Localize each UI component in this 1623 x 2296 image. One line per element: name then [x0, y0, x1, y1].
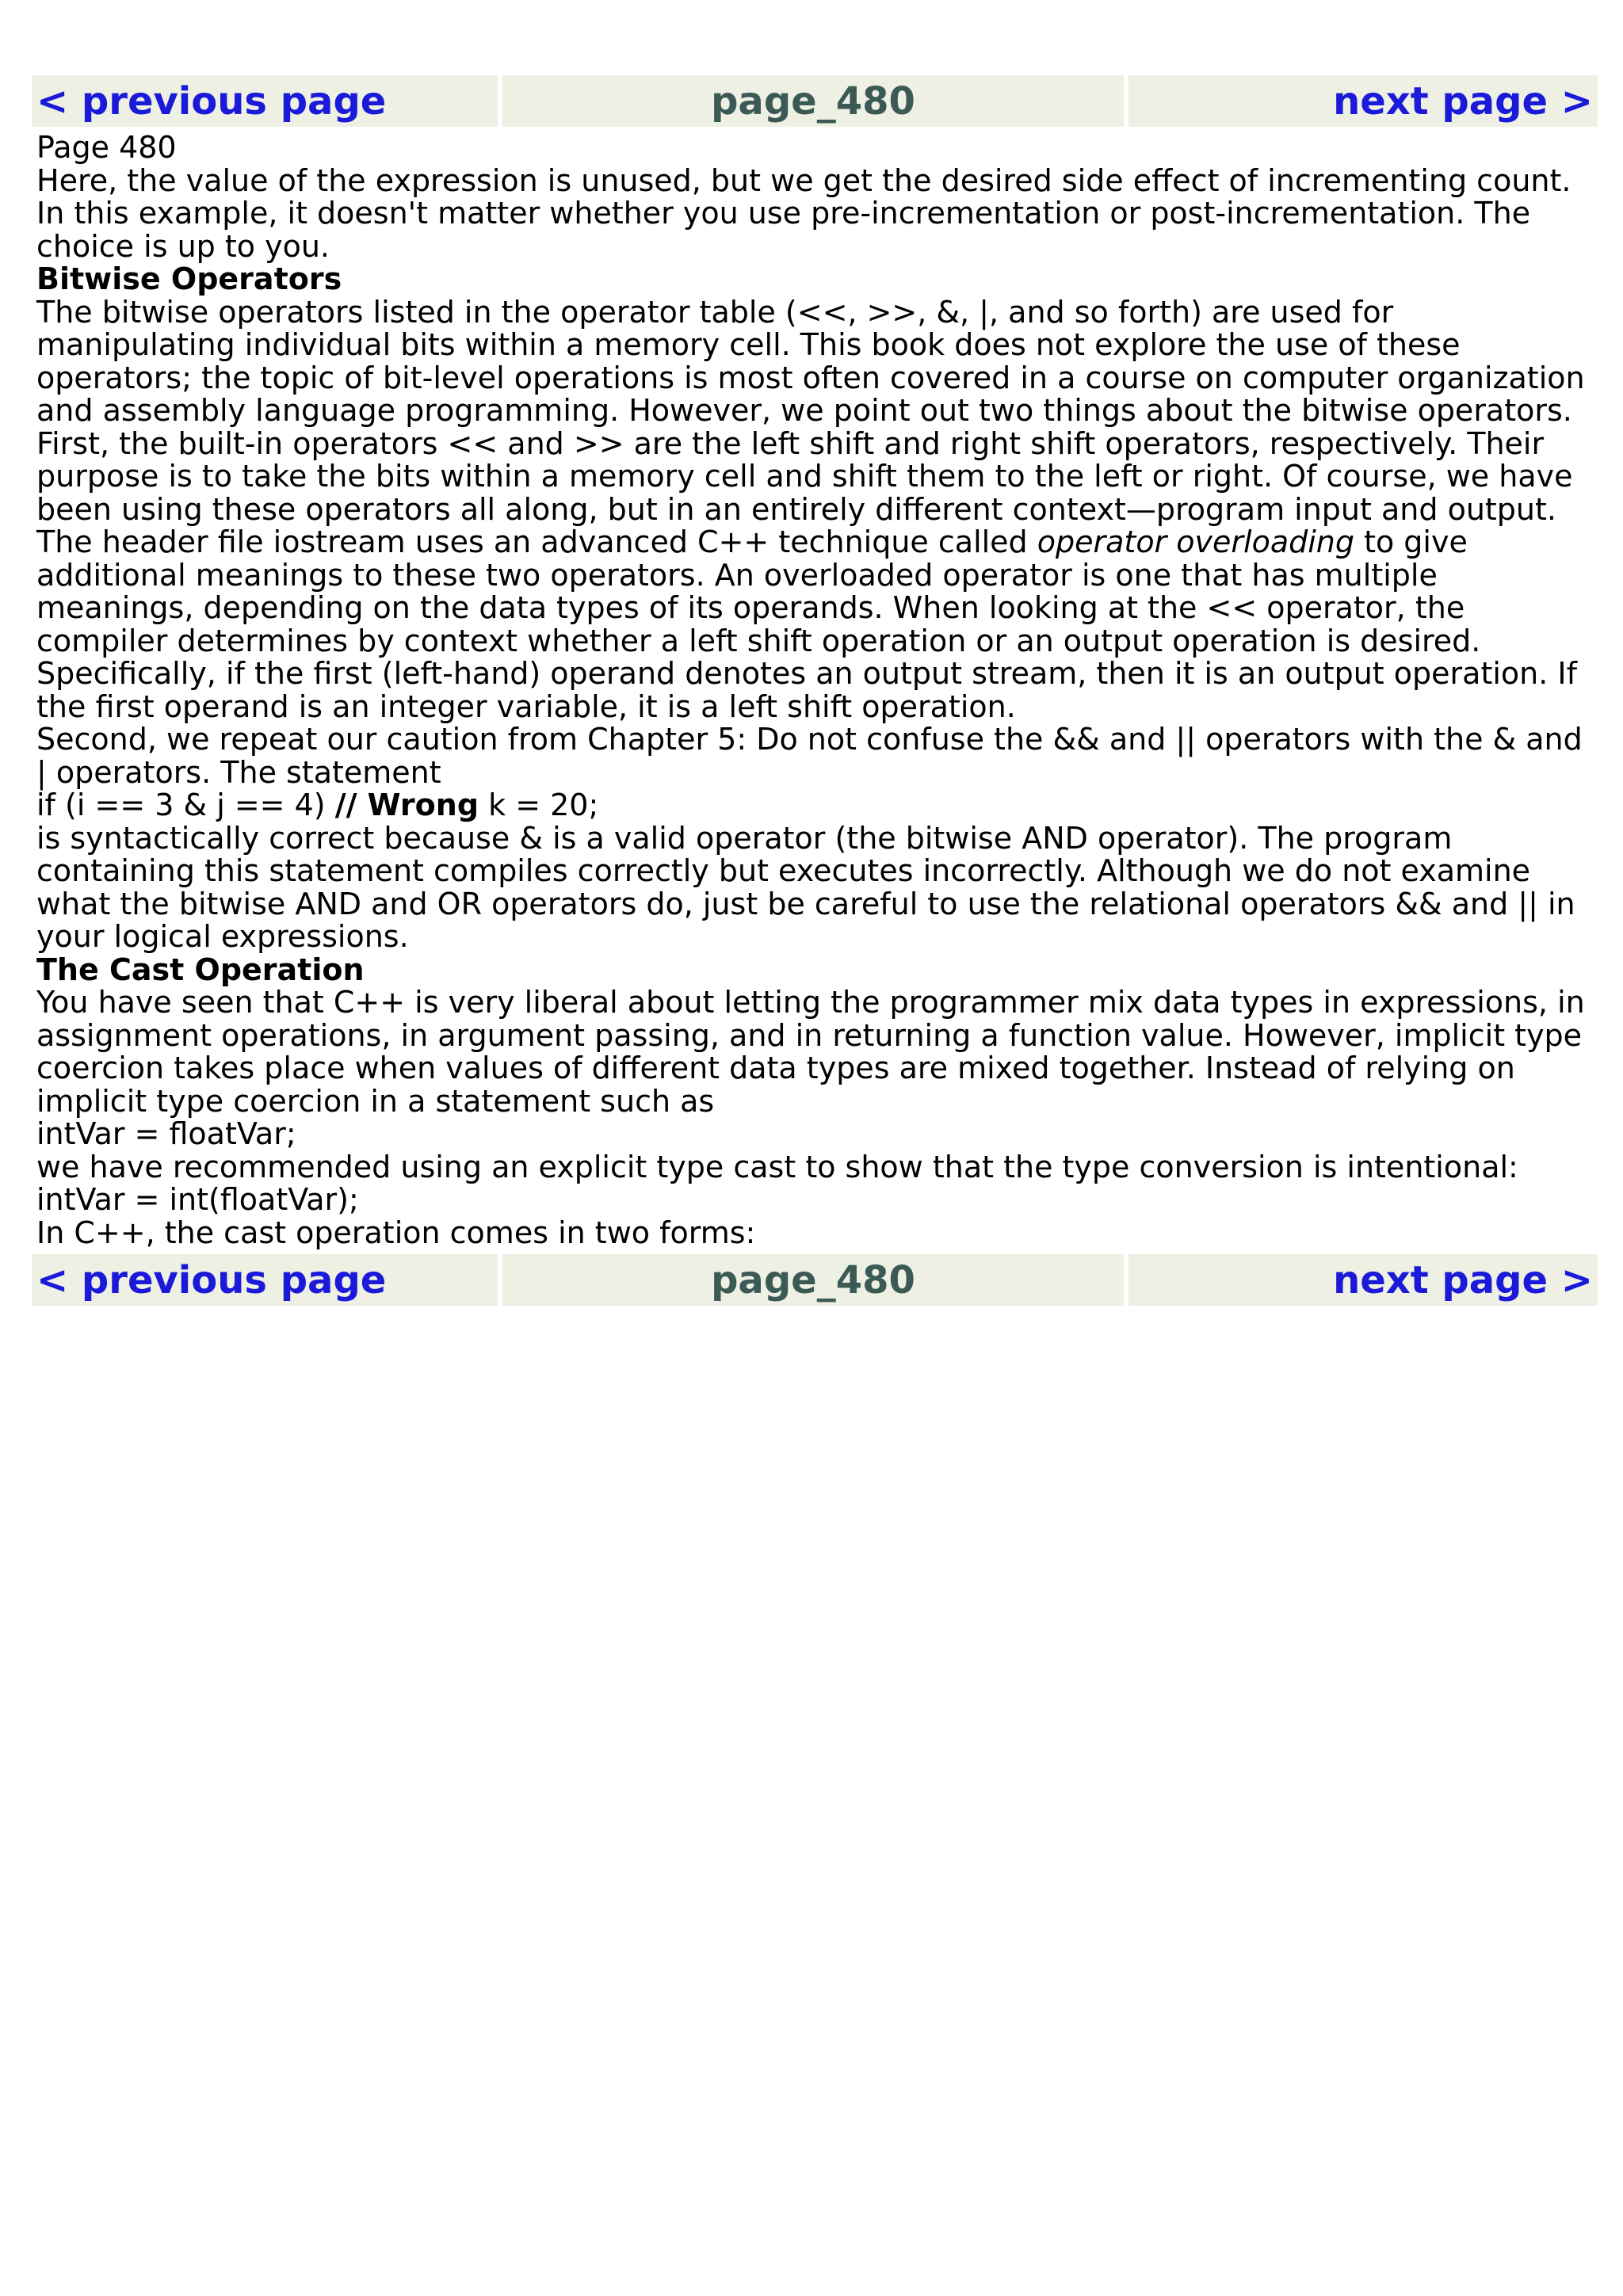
code-text: if (i == 3 & j == 4) [36, 788, 335, 822]
paragraph-text: to give additional meanings to these two operators. An overloaded operator is one that has multiple meanings, depending on the data types of its operands. When looking at the << operator, the compiler determines by context whether a left shift operation or an output operation is desired. Specifically, if the first (left-hand) operand denotes an output stream, then it is an output operation. If the first operand is an integer variable, it is a left shift operation. [36, 524, 1577, 724]
book-page [32, 75, 1598, 1306]
previous-page-link[interactable]: < previous page [32, 1254, 498, 1306]
top-navbar [32, 75, 1598, 127]
previous-page-link[interactable]: < previous page [32, 75, 498, 127]
page-content [32, 127, 1598, 1254]
code-line: intVar = int(floatVar); [36, 1182, 359, 1217]
paragraph [36, 425, 1598, 724]
page-label: page_480 [502, 75, 1124, 127]
section-heading-cast: The Cast Operation [36, 952, 365, 987]
code-comment: // Wrong [334, 788, 479, 822]
page-label: page_480 [502, 1254, 1124, 1306]
section-heading-bitwise: Bitwise Operators [36, 261, 342, 296]
paragraph: is syntactically correct because & is a valid operator (the bitwise AND operator). The program containing this statement compiles correctly but executes incorrectly. Although we do not examine what the bitwise AND and OR operators do, just be careful to use the relational operators && and || in your logical expressions. [36, 820, 1575, 954]
code-text: k = 20; [479, 788, 599, 822]
bottom-navbar [32, 1254, 1598, 1306]
next-page-link[interactable]: next page > [1128, 75, 1598, 127]
paragraph: we have recommended using an explicit type cast to show that the type conversion is intentional: [36, 1149, 1518, 1184]
paragraph-text: First, the built-in operators << and >> are the left shift and right shift operators, respectively. Their purpose is to take the bits within a memory cell and shift them to the left or right. Of course, we have been using these operators all along, but in an entirely different context—program input and output. The header file iostream uses an advanced C++ technique called [36, 425, 1573, 559]
paragraph: Second, we repeat our caution from Chapter 5: Do not confuse the && and || operators with the & and | operators. The statement [36, 722, 1583, 790]
code-line [36, 789, 1598, 822]
paragraph: The bitwise operators listed in the operator table (<<, >>, &, |, and so forth) are used for manipulating individual bits within a memory cell. This book does not explore the use of these operators; the topic of bit-level operations is most often covered in a course on computer organization and assembly language programming. However, we point out two things about the bitwise operators. [36, 294, 1585, 428]
page-number: Page 480 [36, 130, 177, 165]
emphasis-term: operator overloading [1037, 524, 1354, 559]
paragraph: Here, the value of the expression is unused, but we get the desired side effect of incrementing count. In this example, it doesn't matter whether you use pre-incrementation or post-incrementation. The choice is up to you. [36, 162, 1571, 264]
paragraph: You have seen that C++ is very liberal about letting the programmer mix data types in expressions, in assignment operations, in argument passing, and in returning a function value. However, implicit type coercion takes place when values of different data types are mixed together. Instead of relying on implicit type coercion in a statement such as [36, 985, 1585, 1119]
paragraph: In C++, the cast operation comes in two forms: [36, 1215, 756, 1250]
code-line: intVar = floatVar; [36, 1116, 296, 1151]
next-page-link[interactable]: next page > [1128, 1254, 1598, 1306]
